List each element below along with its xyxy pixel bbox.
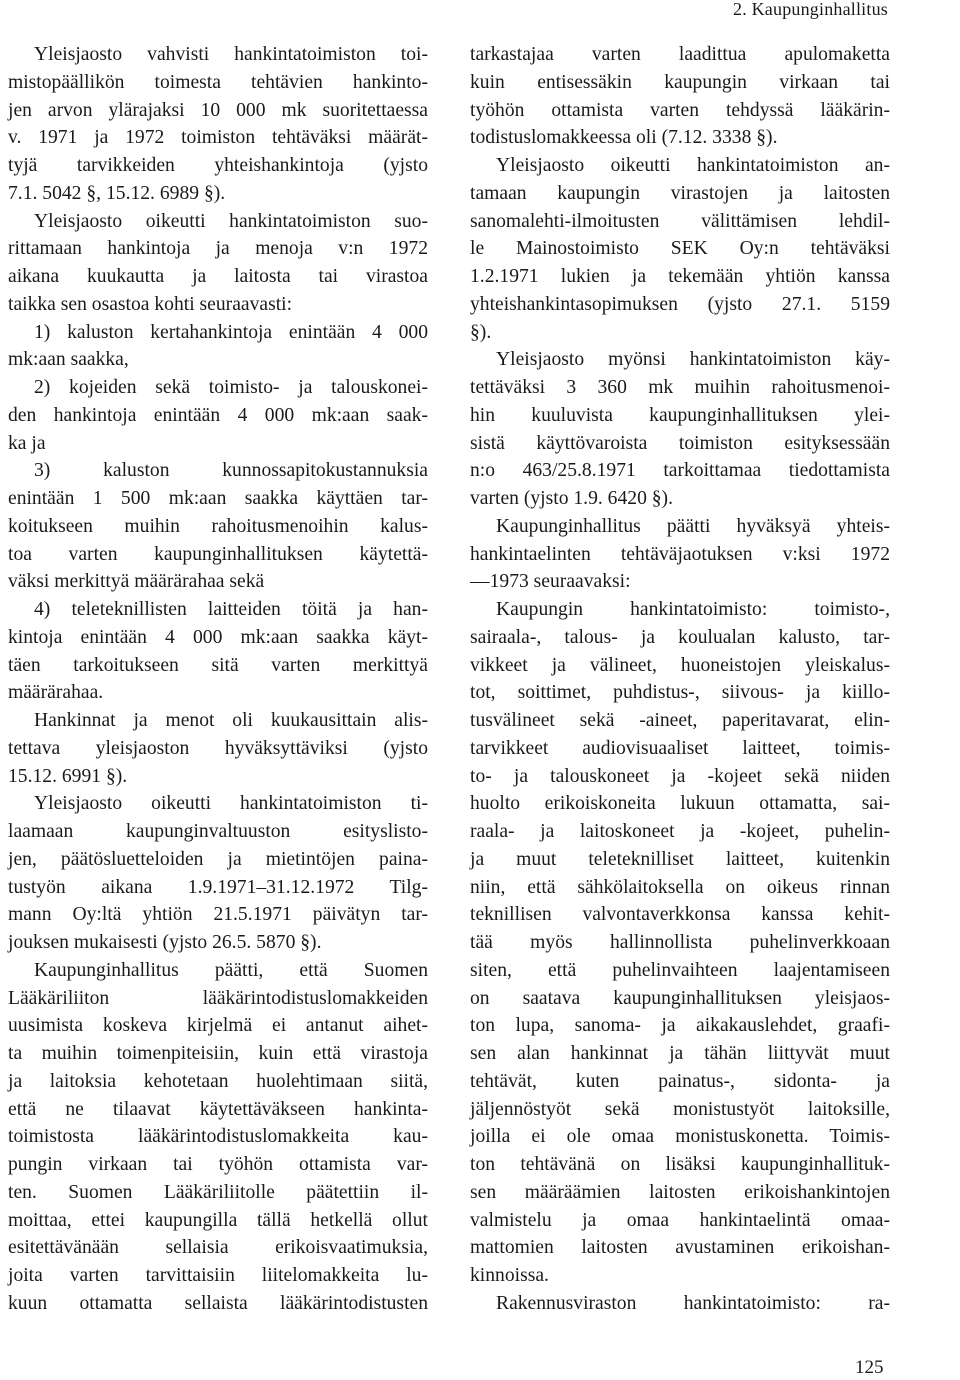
text-line: tustyön aikana 1.9.1971–31.12.1972 Tilg- (8, 876, 428, 898)
text-line: jouksen mukaisesti (yjsto 26.5. 5870 §). (8, 932, 322, 953)
text-line: Yleisjaosto oikeutti hankintatoimiston an- (496, 155, 890, 176)
text-line: ta muihin toimenpiteisiin, kuin että virastoja (8, 1043, 428, 1064)
text-line: tehtävät, kuten painatus-, sidonta- ja (470, 1070, 890, 1092)
text-line: uusimista koskeva kirjelmä ei antanut aihet- (8, 1015, 428, 1037)
text-line: Kaupunginhallitus päätti, että Suomen (34, 959, 428, 981)
text-line: työhön ottamista varten tehdyssä lääkärin- (470, 99, 890, 121)
text-line: n:o 463/25.8.1971 tarkoittamaa tiedottamista (470, 460, 890, 482)
text-line: kinnoissa. (470, 1265, 549, 1286)
text-line: toimistosta lääkärintodistuslomakkeita kau- (8, 1126, 428, 1148)
text-line: joita varten tarvittaisiin liitelomakkeita lu- (8, 1265, 428, 1286)
text-line: täen tarkoitukseen sitä varten merkittyä (8, 654, 428, 676)
text-line: Kaupungin hankintatoimisto: toimisto-, (496, 599, 890, 620)
text-line: jen, päätösluetteloiden ja mietintöjen paina- (8, 848, 428, 870)
text-line: että ne tilaavat käytettäväkseen hankinta- (8, 1098, 428, 1120)
text-line: sairaala-, talous- ja koulualan kalusto, tar- (470, 626, 890, 648)
text-line: 4) teleteknillisten laitteiden töitä ja han- (34, 599, 428, 620)
text-line: ten. Suomen Lääkäriliitolle päätettiin il- (8, 1181, 428, 1203)
text-line: 3) kaluston kunnossapitokustannuksia (34, 460, 428, 482)
text-line: aikana kuukautta ja laitosta tai virastoa (8, 266, 428, 287)
text-line: teknillisen valvontaverkkonsa kanssa kehit- (470, 904, 890, 926)
text-line: mattomien laitosten avustaminen erikoishan- (470, 1237, 890, 1259)
text-line: Hankinnat ja menot oli kuukausittain alis- (34, 710, 428, 731)
text-line: hin kuuluvista kaupunginhallituksen ylei- (470, 404, 890, 426)
text-line: ja muut teleteknilliset laitteet, kuitenkin (470, 848, 890, 870)
text-line: on saatava kaupunginhallituksen yleisjaos- (470, 987, 890, 1009)
text-line: sistä käyttövaroista toimiston esityksessään (470, 432, 890, 454)
text-line: ton tehtävänä on lisäksi kaupunginhallituk- (470, 1154, 890, 1175)
text-line: niin, että sähkölaitoksella on oikeus rinnan (470, 876, 890, 898)
text-line: kuin entisessäkin kaupungin virkaan tai (470, 71, 890, 93)
text-line: kuun ottamatta sellaista lääkärintodistusten (8, 1292, 428, 1314)
text-line: väksi merkittyä määrärahaa sekä (8, 571, 265, 593)
text-line: Yleisjaosto myönsi hankintatoimiston käy- (496, 349, 890, 371)
text-line: kintoja enintään 4 000 mk:aan saakka käyt- (8, 626, 428, 648)
text-line: tusvälineet sekä -aineet, paperitavarat, elin- (470, 710, 890, 731)
text-line: joilla ei ole omaa monistuskonetta. Toimis- (470, 1126, 890, 1148)
text-line: 1.2.1971 lukien ja tekemään yhtiön kanssa (470, 266, 890, 287)
text-line: §). (470, 321, 492, 343)
text-line: pungin virkaan tai työhön ottamista var- (8, 1154, 428, 1175)
text-line: toa varten kaupunginhallituksen käytettä- (8, 543, 428, 565)
text-line: Lääkäriliiton lääkärintodistuslomakkeiden (8, 987, 428, 1009)
text-line: tyjä tarvikkeiden yhteishankintoja (yjsto (8, 155, 428, 176)
text-line: sen määräämien laitosten erikoishankintojen (470, 1181, 890, 1203)
text-line: —1973 seuraavaksi: (470, 571, 631, 593)
text-line: Yleisjaosto oikeutti hankintatoimiston suo- (34, 210, 428, 232)
text-line: rittamaan hankintoja ja menoja v:n 1972 (8, 238, 428, 260)
text-line: huolto erikoiskoneita lukuun ottamatta, sai- (470, 793, 890, 815)
text-line: 7.1. 5042 §, 15.12. 6989 §). (8, 182, 226, 204)
text-line: to- ja talouskoneet ja -kojeet sekä niiden (470, 765, 890, 787)
text-line: tettava yleisjaoston hyväksyttäviksi (yjsto (8, 737, 428, 759)
text-line: tettäväksi 3 360 mk muihin rahoitusmenoi- (470, 377, 890, 398)
text-line: mk:aan saakka, (8, 349, 129, 371)
text-line: määrärahaa. (8, 682, 104, 704)
text-line: hankintaelinten tehtäväjaotuksen v:ksi 1972 (470, 543, 890, 565)
text-line: tää myös hallinnollista puhelinverkkoaan (470, 932, 890, 953)
text-line: valmistelu ja omaa hankintaelintä omaa- (470, 1209, 890, 1231)
text-line: tarkastajaa varten laadittua apulomaketta (470, 44, 890, 65)
text-line: jäljennöstyöt sekä monistustyöt laitoksille, (470, 1098, 890, 1120)
text-line: 15.12. 6991 §). (8, 765, 128, 787)
text-line: jen arvon ylärajaksi 10 000 mk suoritettaessa (8, 99, 428, 121)
text-line: mistopäällikön toimesta tehtävien hankinto- (8, 71, 428, 93)
text-line: todistuslomakkeessa oli (7.12. 3338 §). (470, 127, 778, 149)
text-line: tarvikkeet audiovisuaaliset laitteet, toimis- (470, 737, 890, 759)
text-line: tamaan kaupungin virastojen ja laitosten (470, 182, 890, 204)
text-line: mann Oy:ltä yhtiön 21.5.1971 päivätyn tar- (8, 904, 428, 926)
text-line: yhteishankintasopimuksen (yjsto 27.1. 5159 (470, 293, 890, 315)
text-line: 2) kojeiden sekä toimisto- ja talouskonei- (34, 377, 428, 398)
text-line: Kaupunginhallitus päätti hyväksyä yhteis- (496, 515, 890, 537)
text-line: moittaa, ettei kaupungilla tällä hetkellä ollut (8, 1209, 428, 1231)
text-line: tot, soittimet, puhdistus-, siivous- ja kiillo- (470, 682, 890, 704)
text-line: esitettävänään sellaisia erikoisvaatimuksia, (8, 1237, 428, 1259)
left-text-column (8, 41, 428, 1318)
text-line: varten (yjsto 1.9. 6420 §). (470, 488, 673, 509)
text-line: koitukseen muihin rahoitusmenoihin kalus- (8, 515, 428, 537)
text-line: sen alan hankinnat ja tähän liittyvät muut (470, 1043, 890, 1064)
text-line: Rakennusviraston hankintatoimisto: ra- (496, 1292, 890, 1314)
text-line: taikka sen osastoa kohti seuraavasti: (8, 293, 293, 315)
running-header: 2. Kaupunginhallitus (733, 0, 888, 19)
text-line: den hankintoja enintään 4 000 mk:aan saak- (8, 404, 428, 426)
text-line: Yleisjaosto oikeutti hankintatoimiston ti- (34, 793, 428, 815)
text-line: laamaan kaupunginvaltuuston esityslisto- (8, 821, 428, 842)
text-line: ton lupa, sanoma- ja aikakauslehdet, graafi- (470, 1015, 890, 1037)
text-line: siten, että puhelinvaihteen laajentamiseen (470, 959, 890, 981)
text-line: v. 1971 ja 1972 toimiston tehtäväksi määrät- (8, 127, 428, 149)
text-line: 1) kaluston kertahankintoja enintään 4 000 (34, 321, 428, 343)
text-line: enintään 1 500 mk:aan saakka käyttäen tar- (8, 488, 428, 509)
text-line: ka ja (8, 432, 46, 454)
text-line: sanomalehti-ilmoitusten välittämisen lehdil- (470, 210, 890, 232)
page-number: 125 (855, 1357, 884, 1378)
text-line: raala- ja laitoskoneet ja -kojeet, puhelin- (470, 821, 890, 842)
right-text-column (470, 41, 890, 1318)
text-line: vikkeet ja välineet, huoneistojen yleiskalus- (470, 654, 890, 676)
text-line: le Mainostoimisto SEK Oy:n tehtäväksi (470, 238, 890, 260)
text-line: Yleisjaosto vahvisti hankintatoimiston toi- (34, 44, 428, 65)
text-line: ja laitoksia kehotetaan huolehtimaan siitä, (8, 1070, 428, 1092)
